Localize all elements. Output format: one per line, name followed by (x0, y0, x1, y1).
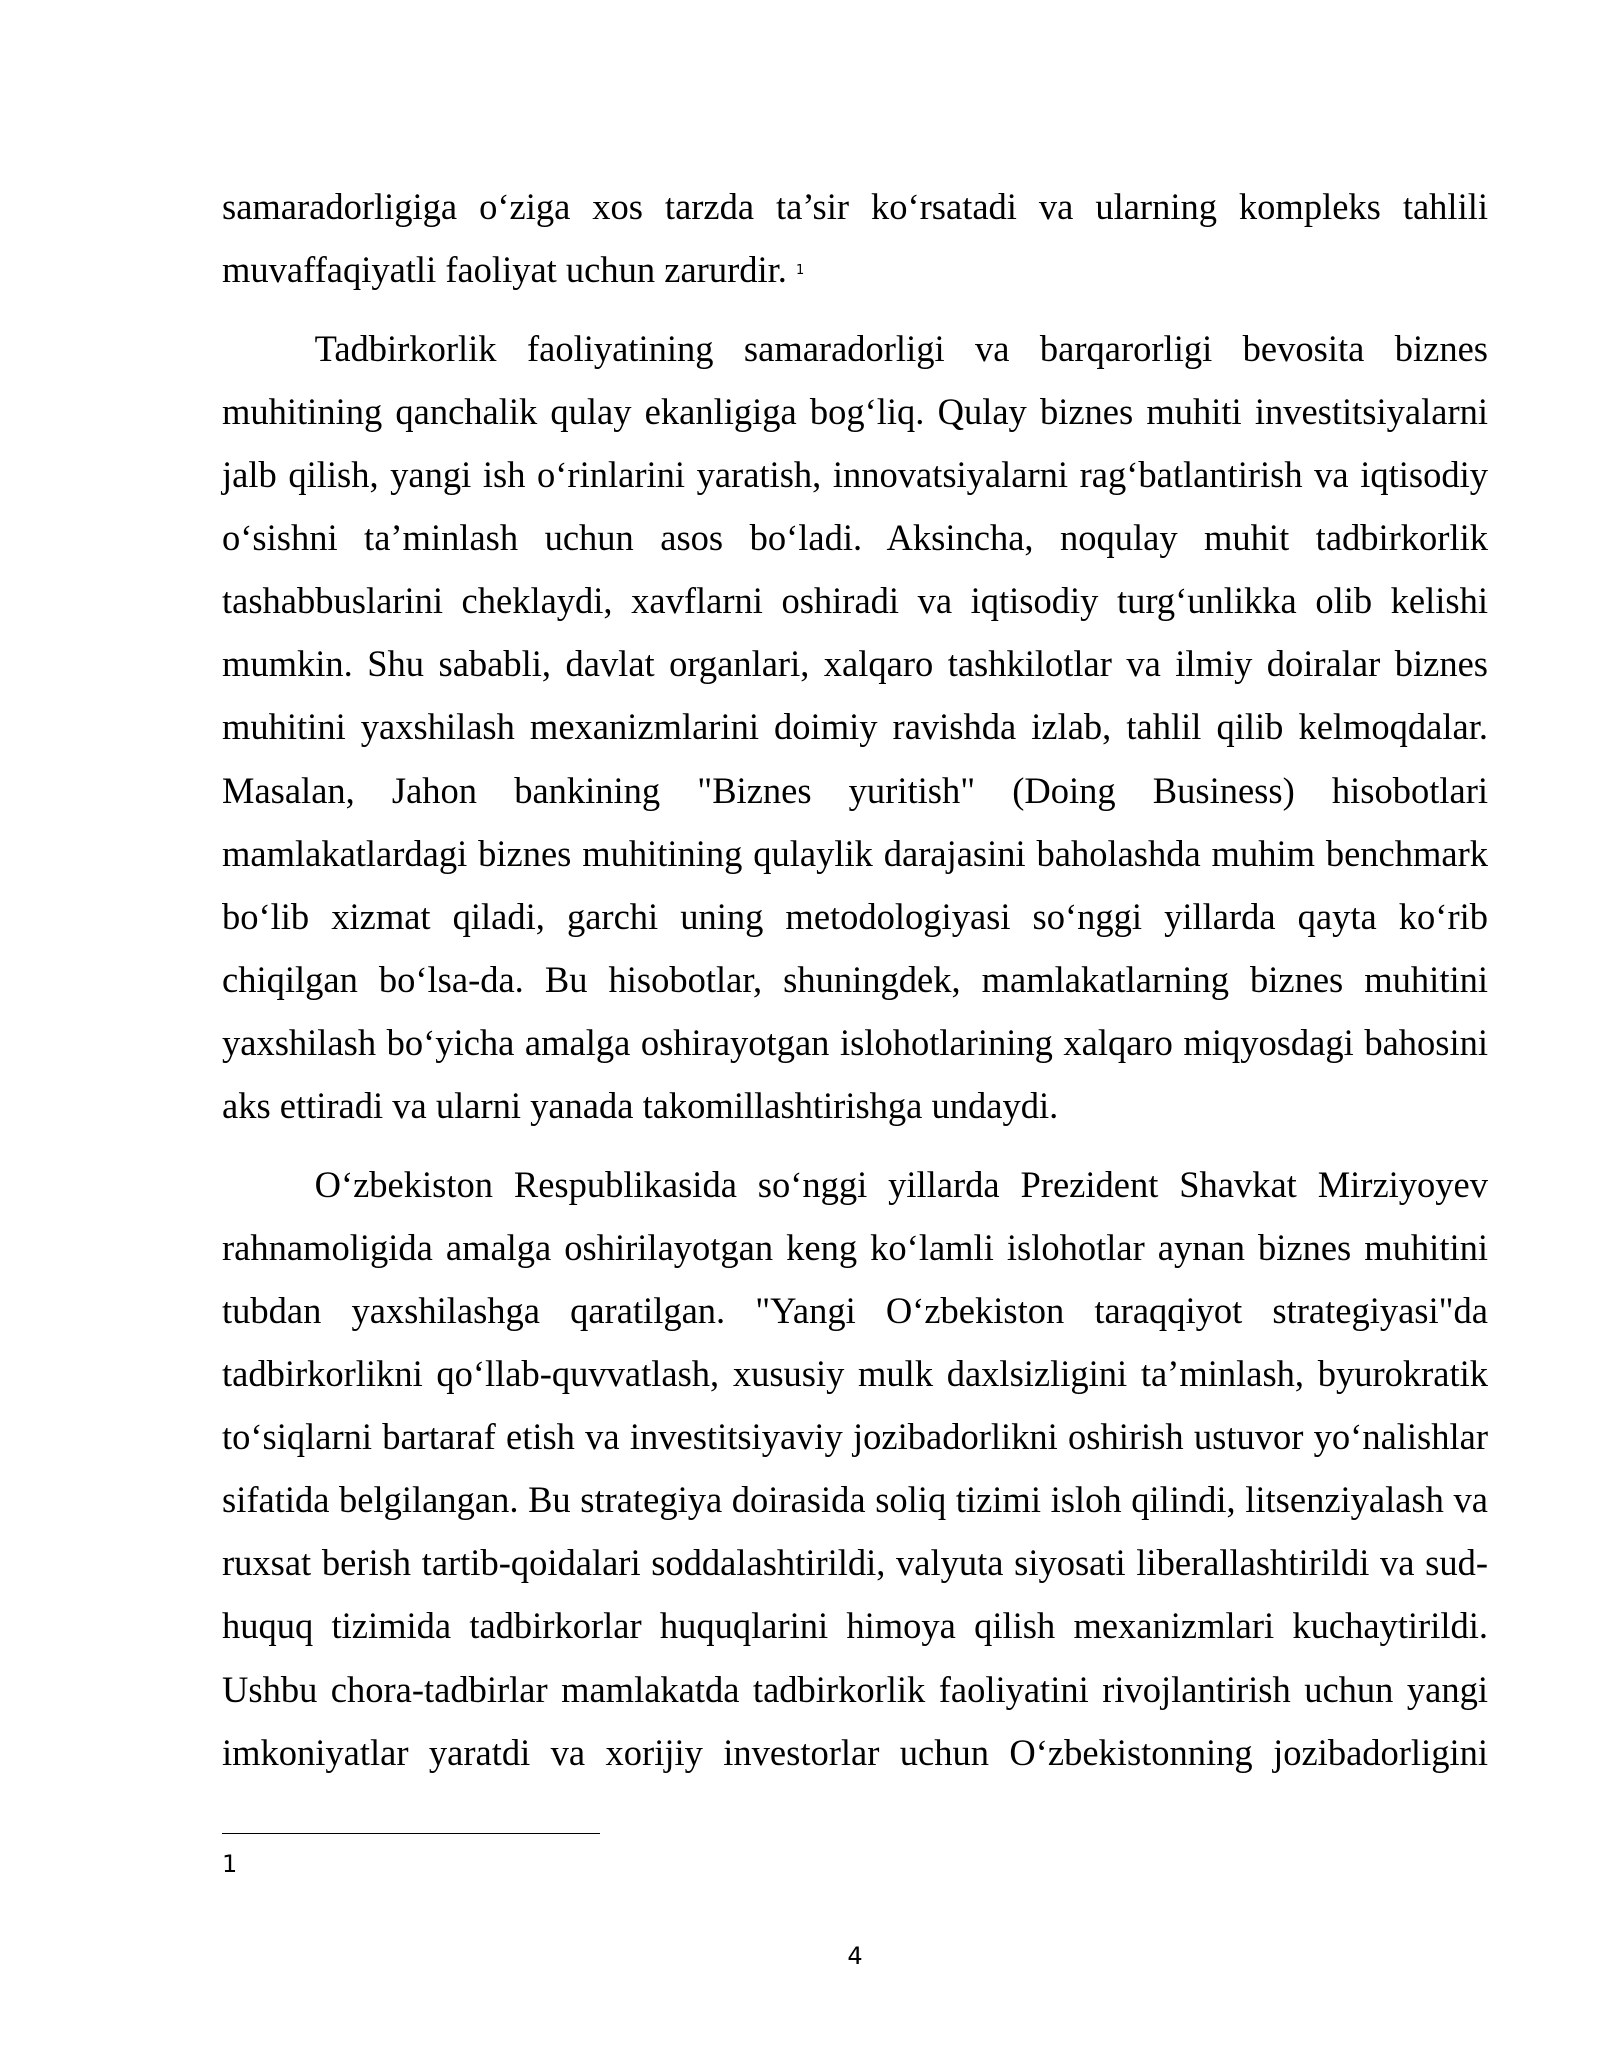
text-line: to‘siqlarni bartaraf etish va investitsiyaviy jozibadorlikni oshirish ustuvor yo‘nalishlar (222, 1416, 1488, 1458)
text-line: Masalan, Jahon bankining "Biznes yuritish" (Doing Business) hisobotlari (222, 769, 1488, 811)
body-text (222, 175, 1488, 1799)
text-line: yaxshilash bo‘yicha amalga oshirayotgan islohotlarining xalqaro miqyosdagi bahosini (222, 1021, 1488, 1063)
page-number: 4 (847, 1942, 863, 1970)
text-line: aks ettiradi va ularni yanada takomillashtirishga undaydi. (222, 1085, 1059, 1126)
text-line: tadbirkorlikni qo‘llab-quvvatlash, xususiy mulk daxlsizligini ta’minlash, byurokratik (222, 1353, 1488, 1395)
text-line: mumkin. Shu sababli, davlat organlari, xalqaro tashkilotlar va ilmiy doiralar biznes (222, 643, 1488, 685)
text-line: imkoniyatlar yaratdi va xorijiy investorlar uchun O‘zbekistonning jozibadorligini (222, 1731, 1488, 1773)
text-line-content: muvaffaqiyatli faoliyat uchun zarurdir. (222, 249, 787, 291)
text-line: muhitini yaxshilash mexanizmlarini doimiy ravishda izlab, tahlil qilib kelmoqdalar. (222, 706, 1488, 748)
text-line: tubdan yaxshilashga qaratilgan. "Yangi O‘zbekiston taraqqiyot strategiyasi"da (222, 1289, 1488, 1331)
text-line: Ushbu chora-tadbirlar mamlakatda tadbirkorlik faoliyatini rivojlantirish uchun yangi (222, 1668, 1488, 1710)
text-line: mamlakatlardagi biznes muhitining qulaylik darajasini baholashda muhim benchmark (222, 832, 1488, 874)
text-line: chiqilgan bo‘lsa-da. Bu hisobotlar, shuningdek, mamlakatlarning biznes muhitini (222, 958, 1488, 1000)
footnote-number: 1 (222, 1850, 238, 1878)
text-line: ruxsat berish tartib-qoidalari soddalashtirildi, valyuta siyosati liberallashtirildi va sud- (222, 1542, 1488, 1584)
text-line (222, 238, 1488, 301)
text-line: bo‘lib xizmat qiladi, garchi uning metodologiyasi so‘nggi yillarda qayta ko‘rib (222, 895, 1488, 937)
text-line: sifatida belgilangan. Bu strategiya doirasida soliq tizimi isloh qilindi, litsenziyalash va (222, 1479, 1488, 1521)
text-line: rahnamoligida amalga oshirilayotgan keng ko‘lamli islohotlar aynan biznes muhitini (222, 1226, 1488, 1268)
text-line: jalb qilish, yangi ish o‘rinlarini yaratish, innovatsiyalarni rag‘batlantirish va iqtisodiy (222, 454, 1488, 496)
text-line: O‘zbekiston Respublikasida so‘nggi yillarda Prezident Shavkat Mirziyoyev (314, 1163, 1488, 1205)
footnote-reference[interactable]: 1 (796, 263, 805, 279)
text-line: o‘sishni ta’minlash uchun asos bo‘ladi. Aksincha, noqulay muhit tadbirkorlik (222, 517, 1488, 559)
paragraph-2 (222, 317, 1488, 1137)
text-line: muhitining qanchalik qulay ekanligiga bog‘liq. Qulay biznes muhiti investitsiyalarni (222, 390, 1488, 432)
footnote-separator (222, 1833, 600, 1834)
text-line: Tadbirkorlik faoliyatining samaradorligi va barqarorligi bevosita biznes (314, 327, 1488, 369)
text-line: huquq tizimida tadbirkorlar huquqlarini himoya qilish mexanizmlari kuchaytirildi. (222, 1605, 1488, 1647)
text-line: samaradorligiga o‘ziga xos tarzda ta’sir ko‘rsatadi va ularning kompleks tahlili (222, 186, 1488, 227)
paragraph-1 (222, 175, 1488, 301)
text-line: tashabbuslarini cheklaydi, xavflarni oshiradi va iqtisodiy turg‘unlikka olib kelishi (222, 580, 1488, 622)
paragraph-3 (222, 1153, 1488, 1784)
